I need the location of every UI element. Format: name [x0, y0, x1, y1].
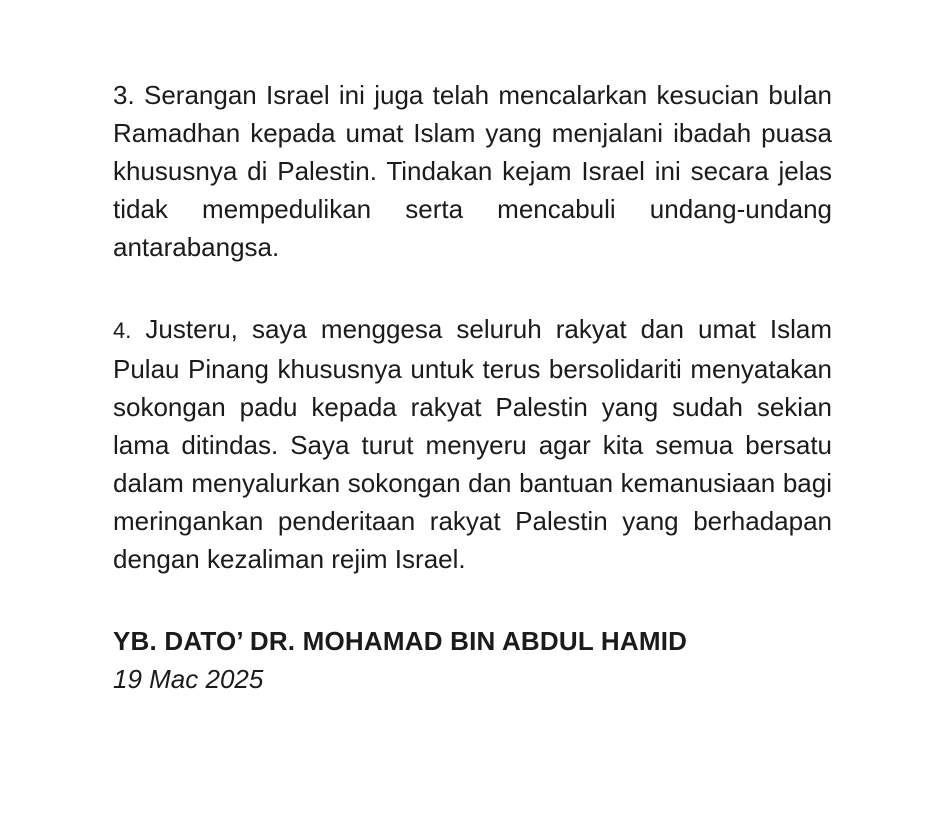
signature-name: YB. DATO’ DR. MOHAMAD BIN ABDUL HAMID [113, 626, 688, 656]
paragraph-4-number: 4. [113, 318, 132, 343]
paragraph-3-text: Serangan Israel ini juga telah mencalarkan kesucian bulan Ramadhan kepada umat Islam yang menjalani ibadah puasa khususnya di Palestin. Tindakan kejam Israel ini secara jelas tidak mempedulikan serta mencabuli undang-undang antarabangsa. [113, 80, 832, 262]
signature-date: 19 Mac 2025 [113, 664, 264, 694]
document-content [113, 76, 832, 698]
signature-block [113, 622, 832, 698]
paragraph-3 [113, 76, 832, 266]
paragraph-3-number: 3. [113, 80, 135, 110]
paragraph-4-text: Justeru, saya menggesa seluruh rakyat dan umat Islam Pulau Pinang khususnya untuk terus bersolidariti menyatakan sokongan padu kepada rakyat Palestin yang sudah sekian lama ditindas. Saya turut menyeru agar kita semua bersatu dalam menyalurkan sokongan dan bantuan kemanusiaan bagi meringankan penderitaan rakyat Palestin yang berhadapan dengan kezaliman rejim Israel. [113, 314, 832, 574]
paragraph-4 [113, 310, 832, 578]
